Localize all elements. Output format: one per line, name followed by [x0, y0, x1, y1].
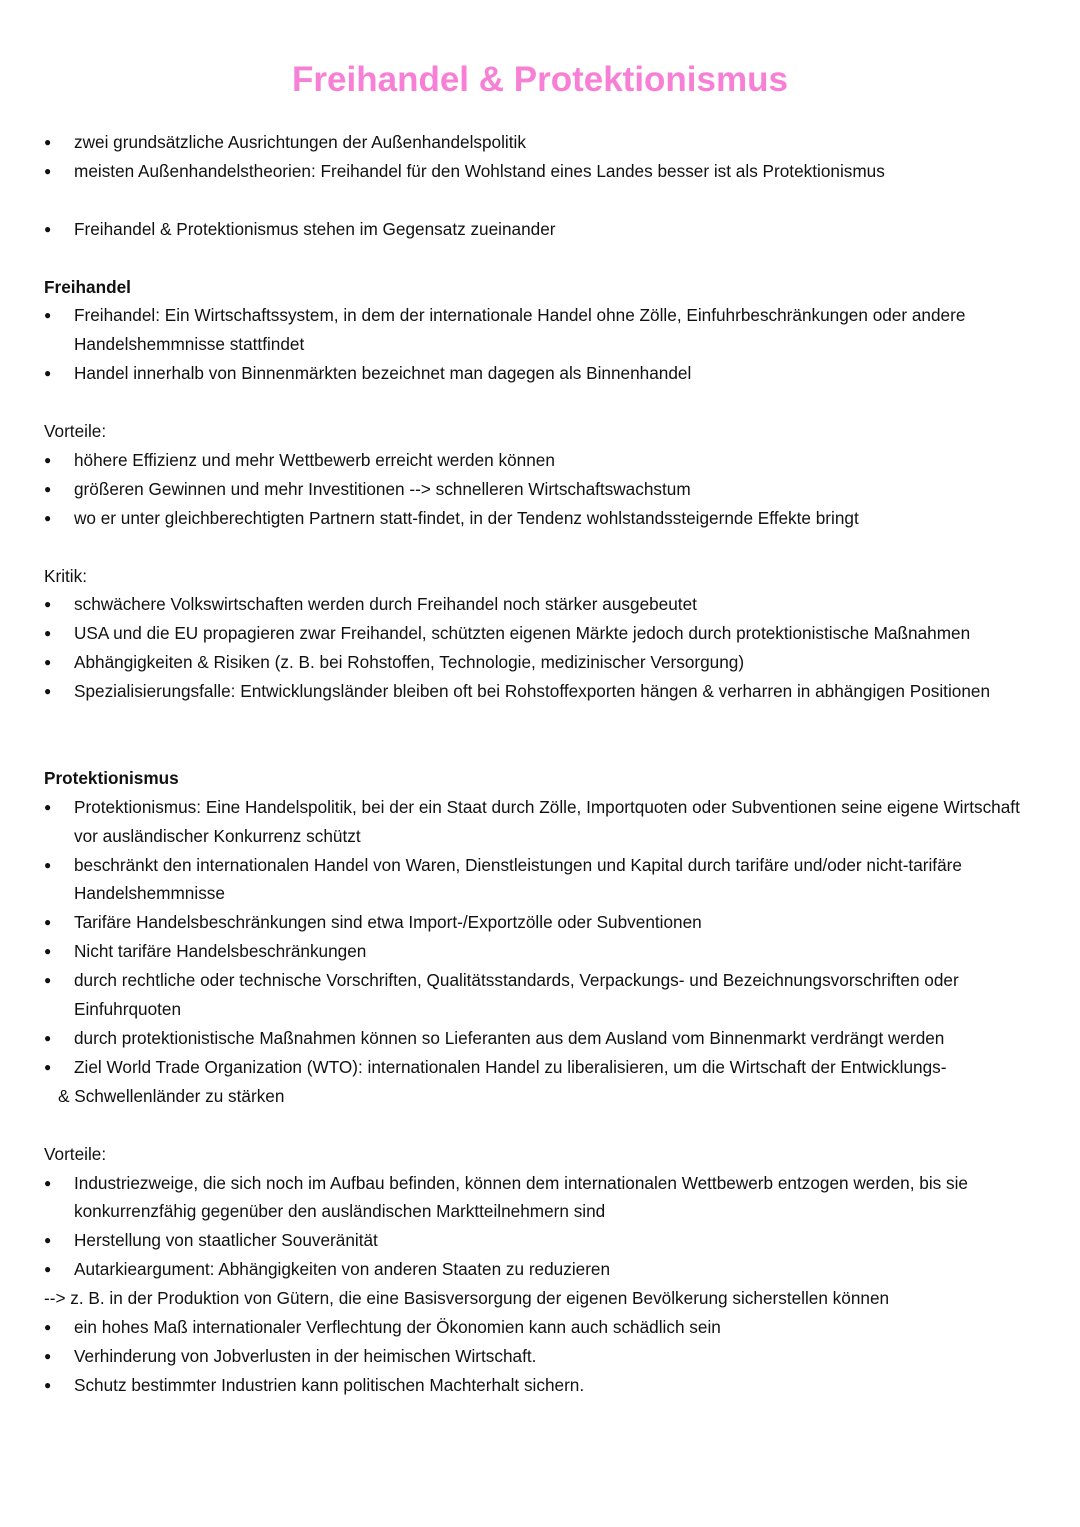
- list-item: ● Verhinderung von Jobverlusten in der heimischen Wirtschaft.: [44, 1342, 1044, 1371]
- list-item: ● USA und die EU propagieren zwar Freihandel, schützten eigenen Märkte jedoch durch protektionistische Maßnahmen: [44, 619, 1044, 648]
- list-item: ● durch rechtliche oder technische Vorschriften, Qualitätsstandards, Verpackungs- und Bezeichnungsvorschriften oder Einfuhrquoten: [44, 966, 1044, 1024]
- list-item: ● Freihandel: Ein Wirtschaftssystem, in dem der internationale Handel ohne Zölle, Einfuhrbeschränkungen oder andere Handelshemmnisse stattfindet: [44, 301, 1044, 359]
- list-item: ● Industriezweige, die sich noch im Aufbau befinden, können dem internationalen Wettbewerb entzogen werden, bis sie konkurrenzfähig gegenüber den ausländischen Marktteilnehmern sind: [44, 1169, 1044, 1227]
- section-heading-freihandel: Freihandel: [44, 276, 131, 297]
- list-item: ● wo er unter gleichberechtigten Partnern statt-findet, in der Tendenz wohlstandssteigernde Effekte bringt: [44, 504, 1044, 533]
- document-body: [44, 128, 1044, 1400]
- list-item: ● Herstellung von staatlicher Souveränität: [44, 1226, 1044, 1255]
- list-item: ● Nicht tarifäre Handelsbeschränkungen: [44, 937, 1044, 966]
- list-item: ● Schutz bestimmter Industrien kann politischen Machterhalt sichern.: [44, 1371, 1044, 1400]
- list-item: ● durch protektionistische Maßnahmen können so Lieferanten aus dem Ausland vom Binnenmarkt verdrängt werden: [44, 1024, 1044, 1053]
- list-item: ● Freihandel & Protektionismus stehen im Gegensatz zueinander: [44, 215, 1044, 244]
- list-item: ● Autarkieargument: Abhängigkeiten von anderen Staaten zu reduzieren: [44, 1255, 1044, 1284]
- list-item: ● ein hohes Maß internationaler Verflechtung der Ökonomien kann auch schädlich sein: [44, 1313, 1044, 1342]
- list-item: ● größeren Gewinnen und mehr Investitionen --> schnelleren Wirtschaftswachstum: [44, 475, 1044, 504]
- vorteile-label: Vorteile:: [44, 421, 107, 442]
- list-item: ● höhere Effizienz und mehr Wettbewerb erreicht werden können: [44, 446, 1044, 475]
- list-item: ● Spezialisierungsfalle: Entwicklungsländer bleiben oft bei Rohstoffexporten hängen & verharren in abhängigen Positionen: [44, 677, 1044, 706]
- arrow-note: --> z. B. in der Produktion von Gütern, die eine Basisversorgung der eigenen Bevölkerung sicherstellen können: [44, 1288, 890, 1309]
- list-item: ● Abhängigkeiten & Risiken (z. B. bei Rohstoffen, Technologie, medizinischer Versorgung): [44, 648, 1044, 677]
- list-item: ● Handel innerhalb von Binnenmärkten bezeichnet man dagegen als Binnenhandel: [44, 359, 1044, 388]
- list-item: ● beschränkt den internationalen Handel von Waren, Dienstleistungen und Kapital durch tarifäre und/oder nicht-tarifäre Handelshemmnisse: [44, 851, 1044, 909]
- list-item: ● Ziel World Trade Organization (WTO): internationalen Handel zu liberalisieren, um die Wirtschaft der Entwicklungs-: [44, 1053, 1044, 1082]
- list-item: ● meisten Außenhandelstheorien: Freihandel für den Wohlstand eines Landes besser ist als Protektionismus: [44, 157, 1044, 186]
- list-item: ● Protektionismus: Eine Handelspolitik, bei der ein Staat durch Zölle, Importquoten oder Subventionen seine eigene Wirtschaft vor ausländischer Konkurrenz schützt: [44, 793, 1044, 851]
- wto-continuation: & Schwellenländer zu stärken: [58, 1085, 285, 1106]
- list-item: ● schwächere Volkswirtschaften werden durch Freihandel noch stärker ausgebeutet: [44, 590, 1044, 619]
- list-item: ● Tarifäre Handelsbeschränkungen sind etwa Import-/Exportzölle oder Subventionen: [44, 908, 1044, 937]
- list-item: ● zwei grundsätzliche Ausrichtungen der Außenhandelspolitik: [44, 128, 1044, 157]
- kritik-label: Kritik:: [44, 565, 87, 586]
- section-heading-protektionismus: Protektionismus: [44, 767, 179, 788]
- vorteile-label: Vorteile:: [44, 1143, 107, 1164]
- page-title: Freihandel & Protektionismus: [292, 60, 788, 99]
